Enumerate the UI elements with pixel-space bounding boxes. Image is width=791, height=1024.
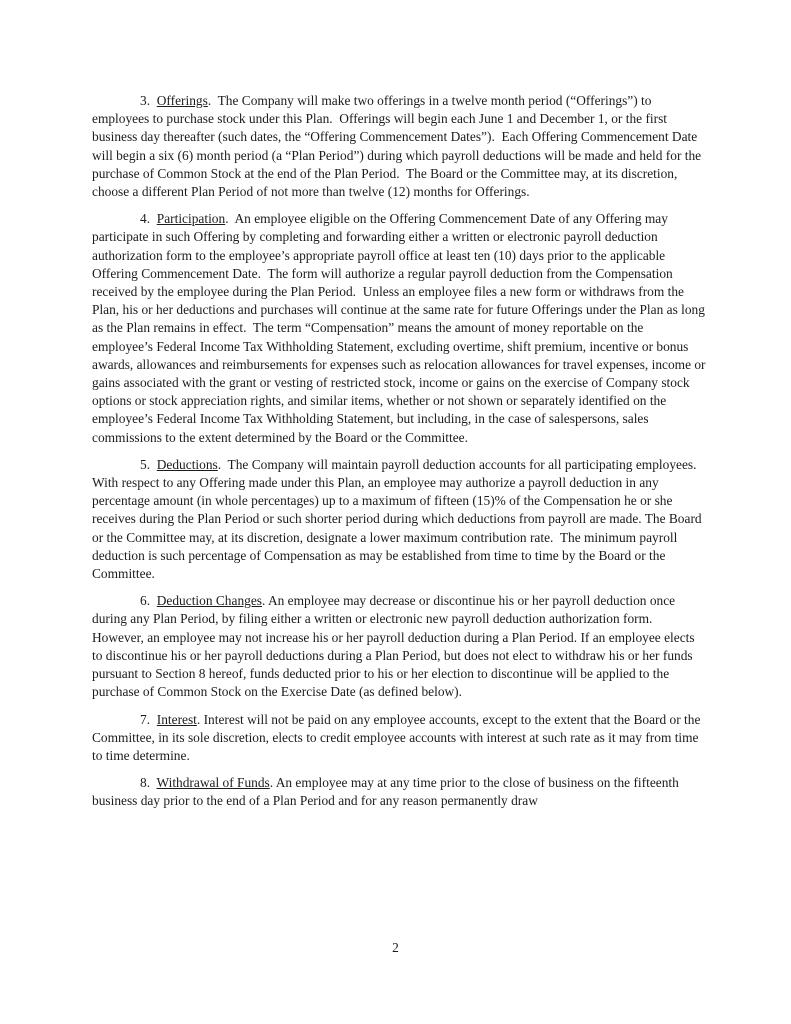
section-heading: Offerings bbox=[156, 93, 208, 108]
section-paragraph-interest bbox=[92, 711, 706, 766]
section-heading: Deduction Changes bbox=[156, 593, 262, 609]
section-number: 6. bbox=[140, 593, 157, 609]
section-body-text: . Interest will not be paid on any employee accounts, except to the extent that the Board or the Committee, in its sole discretion, elects to credit employee accounts with interest at such rate as it may from time to time determine. bbox=[92, 711, 704, 763]
document-body bbox=[92, 92, 709, 820]
section-heading: Interest bbox=[156, 711, 197, 727]
section-number: 7. bbox=[140, 711, 157, 727]
section-number: 4. bbox=[140, 211, 157, 227]
section-paragraph-deduction-changes bbox=[92, 592, 706, 701]
section-body-text: . An employee may decrease or discontinue his or her payroll deduction once during any Plan Period, by filing either a written or electronic new payroll deduction authorization form. However, an employee may not increase his or her payroll deduction during a Plan Period. If an employee elects to discontinue his or her payroll deductions during a Plan Period, but does not elect to withdraw his or her funds pursuant to Section 8 hereof, funds deducted prior to his or her election to discontinue will be applied to the purchase of Common Stock on the Exercise Date (as defined below). bbox=[92, 593, 698, 700]
page-number: 2 bbox=[392, 940, 399, 955]
section-body-text: . An employee may at any time prior to the close of business on the fifteenth business day prior to the end of a Plan Period and for any reason permanently draw bbox=[92, 775, 683, 809]
section-number: 3. bbox=[140, 93, 157, 108]
section-paragraph-offerings bbox=[92, 92, 706, 201]
section-body-text: . An employee eligible on the Offering Commencement Date of any Offering may participate in such Offering by completing and forwarding either a written or electronic payroll deduction authorization form to the employee’s appropriate payroll office at least ten (10) days prior to the applicable Offering Commencement Date. The form will authorize a regular payroll deduction from the Compensation received by the employee during the Plan Period. Unless an employee files a new form or withdraws from the Plan, his or her deductions and purchases will continue at the same rate for future Offerings under the Plan as long as the Plan remains in effect. The term “Compensation” means the amount of money reportable on the employee’s Federal Income Tax Withholding Statement, excluding overtime, shift premium, incentive or bonus awards, allowances and reimbursements for expenses such as relocation allowances for travel expenses, income or gains associated with the grant or vesting of restricted stock, income or gains on the exercise of Company stock options or stock appreciation rights, and similar items, whether or not shown or separately identified on the employee’s Federal Income Tax Withholding Statement, but including, in the case of salespersons, sales commissions to the extent determined by the Board or the Committee. bbox=[92, 211, 709, 445]
section-paragraph-deductions bbox=[92, 456, 706, 583]
section-paragraph-withdrawal-of-funds bbox=[92, 774, 706, 810]
section-number: 8. bbox=[140, 775, 157, 791]
section-heading: Withdrawal of Funds bbox=[156, 775, 270, 791]
section-number: 5. bbox=[140, 456, 157, 472]
section-heading: Participation bbox=[156, 211, 226, 227]
section-heading: Deductions bbox=[156, 456, 218, 472]
section-body-text: . The Company will maintain payroll deduction accounts for all participating employees. With respect to any Offering made under this Plan, an employee may authorize a payroll deduction in any percentage amount (in whole percentages) up to a maximum of fifteen (15)% of the Compensation he or she receives during the Plan Period or such shorter period during which deductions from payroll are made. The Board or the Committee may, at its discretion, designate a lower maximum contribution rate. The minimum payroll deduction is such percentage of Compensation as may be established from time to time by the Board or the Committee. bbox=[92, 456, 705, 582]
section-body-text: . The Company will make two offerings in a twelve month period (“Offerings”) to employees to purchase stock under this Plan. Offerings will begin each June 1 and December 1, or the first business day thereafter (such dates, the “Offering Commencement Dates”). Each Offering Commencement Date will begin a six (6) month period (a “Plan Period”) during which payroll deductions will be made and held for the purchase of Common Stock at the end of the Plan Period. The Board or the Committee may, at its discretion, choose a different Plan Period of not more than twelve (12) months for Offerings. bbox=[92, 93, 705, 200]
section-paragraph-participation bbox=[92, 210, 709, 447]
